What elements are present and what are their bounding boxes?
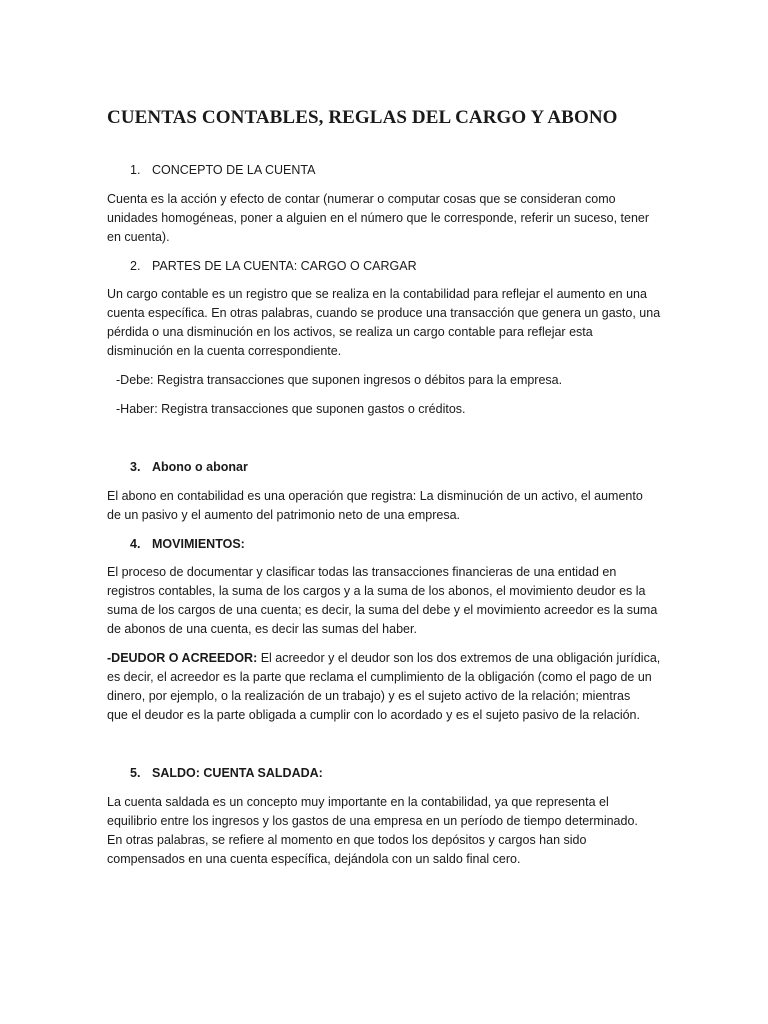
paragraph-line: Un cargo contable es un registro que se realiza en la contabilidad para reflejar el aumento en una [107, 287, 647, 301]
deudor-acreedor-text: El acreedor y el deudor son los dos extremos de una obligación jurídica, [257, 651, 661, 665]
paragraph-line: en cuenta). [107, 230, 170, 244]
deudor-acreedor-label: -DEUDOR O ACREEDOR: [107, 651, 258, 665]
section-5-title: SALDO: CUENTA SALDADA: [152, 766, 323, 780]
section-5-paragraph [107, 793, 662, 869]
section-5-number: 5. [130, 766, 141, 780]
section-4-title: MOVIMIENTOS: [152, 537, 245, 551]
paragraph-line: que el deudor es la parte obligada a cumplir con lo acordado y es el sujeto pasivo de la relación. [107, 708, 640, 722]
section-1-number: 1. [130, 163, 141, 177]
paragraph-line: unidades homogéneas, poner a alguien en el número que le corresponde, referir un suceso, tener [107, 211, 650, 225]
section-3-title: Abono o abonar [152, 460, 248, 474]
paragraph-line: La cuenta saldada es un concepto muy importante en la contabilidad, ya que representa el [107, 795, 609, 809]
section-2-heading [130, 257, 417, 276]
section-2-title: PARTES DE LA CUENTA: CARGO O CARGAR [152, 259, 417, 273]
paragraph-line: disminución en la cuenta correspondiente. [107, 344, 342, 358]
section-3-heading [130, 458, 248, 477]
section-4-heading [130, 535, 245, 554]
deudor-acreedor-paragraph [107, 649, 662, 725]
section-3-number: 3. [130, 460, 141, 474]
paragraph-line: equilibrio entre los ingresos y los gastos de una empresa en un período de tiempo determinado. [107, 814, 638, 828]
paragraph-line: es decir, el acreedor es la parte que reclama el cumplimiento de la obligación (como el pago de un [107, 670, 652, 684]
section-3-paragraph [107, 487, 662, 525]
section-1-heading [130, 161, 315, 180]
paragraph-line: de abonos de una cuenta, es decir las sumas del haber. [107, 622, 417, 636]
paragraph-line: dinero, por ejemplo, o la realización de un trabajo) y es el sujeto activo de la relación; mientras [107, 689, 631, 703]
paragraph-line [107, 649, 662, 668]
section-1-paragraph [107, 190, 662, 247]
section-4-paragraph [107, 563, 662, 639]
paragraph-line: cuenta específica. En otras palabras, cuando se produce una transacción que genera un gasto, una [107, 306, 661, 320]
section-1-title: CONCEPTO DE LA CUENTA [152, 163, 316, 177]
paragraph-line: El abono en contabilidad es una operación que registra: La disminución de un activo, el aumento [107, 489, 643, 503]
paragraph-line: En otras palabras, se refiere al momento en que todos los depósitos y cargos han sido [107, 833, 587, 847]
paragraph-line: El proceso de documentar y clasificar todas las transacciones financieras de una entidad en [107, 565, 617, 579]
section-2-number: 2. [130, 259, 141, 273]
paragraph-line: registros contables, la suma de los cargos y a la suma de los abonos, el movimiento deudor es la [107, 584, 646, 598]
debe-item: -Debe: Registra transacciones que suponen ingresos o débitos para la empresa. [116, 373, 563, 387]
paragraph-line: de un pasivo y el aumento del patrimonio neto de una empresa. [107, 508, 461, 522]
haber-item: -Haber: Registra transacciones que suponen gastos o créditos. [116, 402, 466, 416]
section-2-paragraph [107, 285, 662, 361]
paragraph-line: compensados en una cuenta específica, dejándola con un saldo final cero. [107, 852, 521, 866]
section-5-heading [130, 764, 323, 783]
paragraph-line: suma de los cargos de una cuenta; es decir, la suma del debe y el movimiento acreedor es la suma [107, 603, 658, 617]
section-4-number: 4. [130, 537, 141, 551]
document-title: CUENTAS CONTABLES, REGLAS DEL CARGO Y ABONO [107, 107, 618, 128]
paragraph-line: Cuenta es la acción y efecto de contar (numerar o computar cosas que se consideran como [107, 192, 616, 206]
paragraph-line: pérdida o una disminución en los activos, se realiza un cargo contable para reflejar esta [107, 325, 593, 339]
